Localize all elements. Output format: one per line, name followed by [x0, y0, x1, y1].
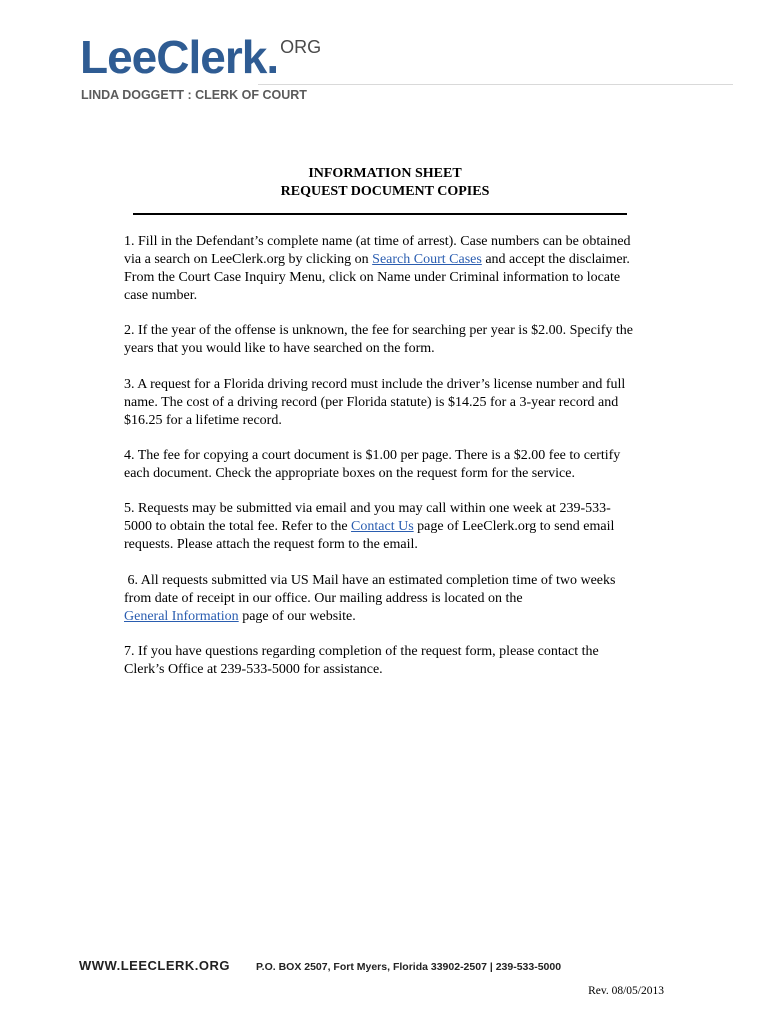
paragraph-line: 1. Fill in the Defendant’s complete name (at time of arrest). Case numbers can be obtained	[124, 234, 631, 249]
paragraph-text: page of LeeClerk.org to send email	[413, 519, 615, 534]
paragraph-line: Clerk’s Office at 239-533-5000 for assistance.	[124, 662, 383, 677]
paragraph-line: From the Court Case Inquiry Menu, click on Name under Criminal information to locate	[124, 270, 621, 285]
footer-address: P.O. BOX 2507, Fort Myers, Florida 33902-2507 | 239-533-5000	[256, 961, 562, 973]
leeclerk-logo	[80, 31, 322, 83]
paragraph-3	[124, 376, 694, 430]
paragraph-line: 3. A request for a Florida driving record must include the driver’s license number and full	[124, 377, 626, 392]
paragraph-text: via a search on LeeClerk.org by clicking on	[124, 252, 373, 267]
paragraph-line	[124, 608, 694, 626]
paragraph-line: name. The cost of a driving record (per Florida statute) is $14.25 for a 3-year record and	[124, 395, 619, 410]
paragraph-6	[124, 572, 694, 626]
logo-suffix: ORG	[280, 37, 322, 57]
logo-text: LeeClerk	[80, 31, 267, 83]
page-title: INFORMATION SHEET	[308, 166, 462, 181]
paragraph-4	[124, 447, 694, 483]
paragraph-line: 5. Requests may be submitted via email and you may call within one week at 239-533-	[124, 501, 611, 516]
paragraph-text: and accept the disclaimer.	[481, 252, 630, 267]
clerk-tagline: LINDA DOGGETT : CLERK OF COURT	[81, 88, 307, 102]
paragraph-line	[124, 251, 694, 269]
paragraph-1	[124, 233, 694, 305]
paragraph-line: $16.25 for a lifetime record.	[124, 413, 282, 428]
contact-us-link[interactable]: Contact Us	[351, 519, 414, 534]
page-subtitle: REQUEST DOCUMENT COPIES	[280, 184, 490, 199]
paragraph-line: requests. Please attach the request form to the email.	[124, 537, 418, 552]
paragraph-line: case number.	[124, 288, 198, 303]
paragraph-text: 5000 to obtain the total fee. Refer to the	[124, 519, 352, 534]
paragraph-5	[124, 500, 694, 554]
logo-dot: .	[266, 31, 280, 83]
general-information-link[interactable]: General Information	[124, 609, 239, 624]
paragraph-line: years that you would like to have searched on the form.	[124, 341, 435, 356]
paragraph-line: each document. Check the appropriate boxes on the request form for the service.	[124, 466, 575, 481]
paragraph-7	[124, 643, 694, 679]
revision-date: Rev. 08/05/2013	[588, 985, 664, 997]
paragraph-line: 2. If the year of the offense is unknown, the fee for searching per year is $2.00. Specify the	[124, 323, 634, 338]
paragraph-text: page of our website.	[238, 609, 356, 624]
footer-website: WWW.LEECLERK.ORG	[79, 958, 230, 973]
paragraph-line: from date of receipt in our office. Our mailing address is located on the	[124, 591, 523, 606]
search-court-cases-link[interactable]: Search Court Cases	[372, 252, 482, 267]
paragraph-2	[124, 322, 694, 358]
page-footer	[79, 957, 561, 975]
paragraph-line: 6. All requests submitted via US Mail have an estimated completion time of two weeks	[124, 573, 616, 588]
title-divider	[133, 213, 627, 215]
paragraph-line	[124, 518, 694, 536]
paragraph-line: 4. The fee for copying a court document is $1.00 per page. There is a $2.00 fee to certify	[124, 448, 621, 463]
header-divider	[258, 84, 733, 85]
paragraph-line: 7. If you have questions regarding completion of the request form, please contact the	[124, 644, 599, 659]
